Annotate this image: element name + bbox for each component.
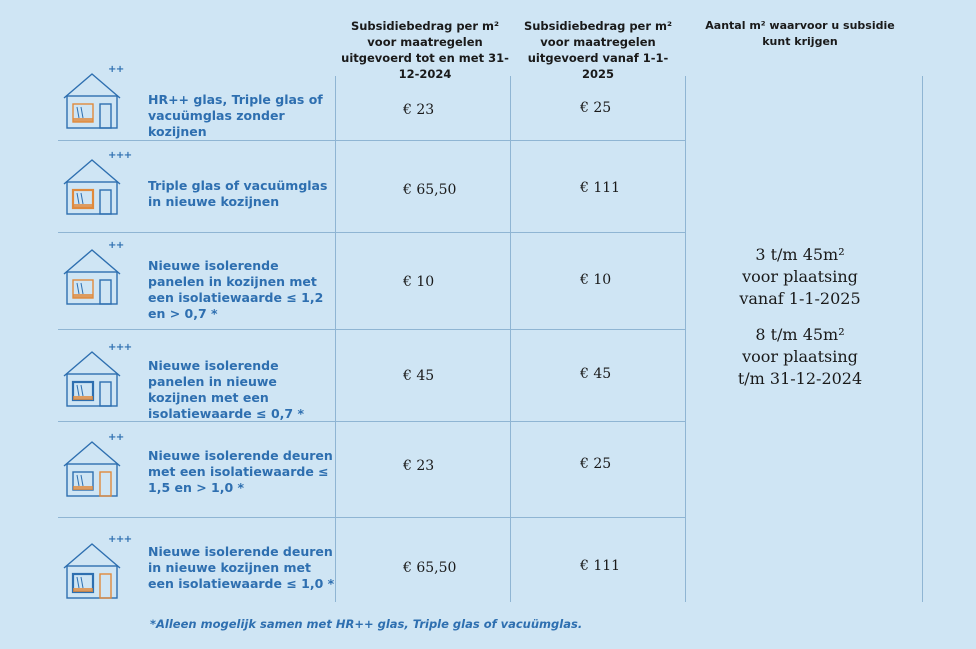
measure-description: Triple glas of vacuümglas in nieuwe kozijnen — [148, 178, 328, 209]
measure-description: Nieuwe isolerende deuren met een isolatiewaarde ≤ 1,5 en > 1,0 * — [148, 448, 333, 495]
subsidy-from-2025: € 25 — [580, 100, 612, 116]
measure-description: Nieuwe isolerende panelen in nieuwe kozijnen met een isolatiewaarde ≤ 0,7 * — [148, 358, 304, 421]
divider — [58, 517, 686, 518]
subsidy-until-2024: € 23 — [403, 458, 435, 474]
subsidy-until-2024: € 65,50 — [403, 560, 457, 576]
area-info-line: 3 t/m 45m² — [755, 245, 845, 264]
efficiency-plus-label: +++ — [108, 150, 132, 161]
house-panel-frame-icon — [60, 346, 124, 408]
measure-description: HR++ glas, Triple glas of vacuümglas zonder kozijnen — [148, 92, 323, 139]
subsidy-until-2024: € 10 — [403, 274, 435, 290]
table-row — [58, 432, 686, 512]
divider — [58, 329, 686, 330]
area-info-line: voor plaatsing — [742, 267, 858, 286]
footnote: *Alleen mogelijk samen met HR++ glas, Triple glas of vacuümglas. — [150, 617, 583, 631]
efficiency-plus-label: ++ — [108, 240, 124, 251]
subsidy-from-2025: € 10 — [580, 272, 612, 288]
area-info-line: t/m 31-12-2024 — [737, 369, 863, 388]
table-row — [58, 64, 686, 144]
area-info-line: vanaf 1-1-2025 — [739, 289, 861, 308]
subsidy-until-2024: € 65,50 — [403, 182, 457, 198]
header-col-until-2024: Subsidiebedrag per m² voor maatregelen uitgevoerd tot en met 31-12-2024 — [341, 19, 509, 81]
efficiency-plus-label: ++ — [108, 64, 124, 75]
measure-description: Nieuwe isolerende deuren in nieuwe kozijnen met een isolatiewaarde ≤ 1,0 * — [148, 544, 335, 591]
efficiency-plus-label: +++ — [108, 342, 132, 353]
measure-description: Nieuwe isolerende panelen in kozijnen met een isolatiewaarde ≤ 1,2 en > 0,7 * — [148, 258, 324, 321]
header-col-area: Aantal m² waarvoor u subsidie kunt krijgen — [705, 19, 895, 48]
table-row — [58, 342, 686, 422]
house-window-icon — [60, 68, 124, 130]
house-window-frame-icon — [60, 154, 124, 216]
area-info-line: 8 t/m 45m² — [755, 325, 845, 344]
subsidy-from-2025: € 45 — [580, 366, 612, 382]
subsidy-from-2025: € 25 — [580, 456, 612, 472]
efficiency-plus-label: +++ — [108, 534, 132, 545]
subsidy-from-2025: € 111 — [580, 180, 621, 196]
subsidy-from-2025: € 111 — [580, 558, 621, 574]
house-door-frame-icon — [60, 538, 124, 600]
efficiency-plus-label: ++ — [108, 432, 124, 443]
house-door-icon — [60, 436, 124, 498]
subsidy-until-2024: € 45 — [403, 368, 435, 384]
table-row — [58, 534, 686, 614]
divider — [922, 76, 923, 602]
area-info-line: voor plaatsing — [742, 347, 858, 366]
subsidy-until-2024: € 23 — [403, 102, 435, 118]
house-panel-icon — [60, 244, 124, 306]
table-row — [58, 240, 686, 320]
header-col-from-2025: Subsidiebedrag per m² voor maatregelen uitgevoerd vanaf 1-1-2025 — [523, 19, 673, 81]
area-info — [700, 244, 900, 390]
table-row — [58, 150, 686, 230]
divider — [58, 232, 686, 233]
